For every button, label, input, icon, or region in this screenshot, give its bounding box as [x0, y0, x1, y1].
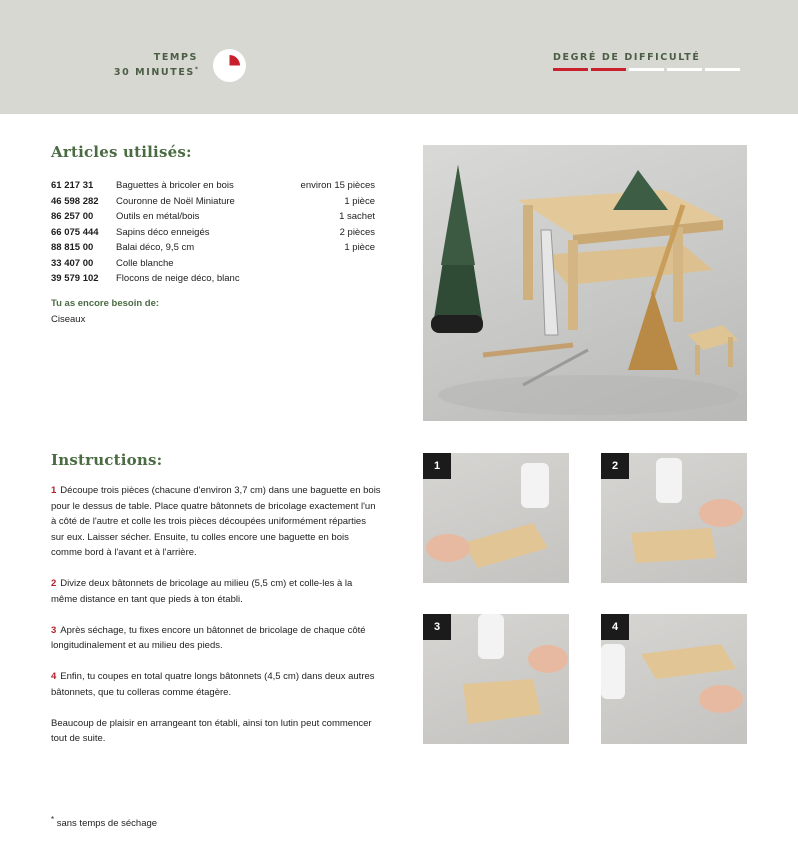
article-row: [51, 225, 375, 241]
article-number: 33 407 00: [51, 257, 94, 269]
step-number: 1: [51, 485, 57, 496]
article-number: 61 217 31: [51, 180, 94, 192]
article-number: 46 598 282: [51, 195, 99, 207]
also-needed-title: Tu as encore besoin de:: [51, 298, 160, 309]
closing-text: Beaucoup de plaisir en arrangeant ton établi, ainsi ton lutin peut commencer tout de suite.: [51, 717, 372, 744]
instruction-step: [51, 669, 381, 700]
instruction-step: [51, 576, 381, 607]
step-text: Divize deux bâtonnets de bricolage au milieu (5,5 cm) et colle-les à la même distance en tant que pieds à ton établi.: [51, 578, 353, 605]
article-row: [51, 209, 375, 225]
step-badge-3: 3: [423, 614, 451, 640]
finished-workbench-photo: [423, 145, 747, 421]
difficulty-bar: [553, 68, 588, 71]
difficulty-bar: [591, 68, 626, 71]
step-text: Enfin, tu coupes en total quatre longs bâtonnets (4,5 cm) dans deux autres bâtonnets, que tu colleras comme étagère.: [51, 671, 375, 698]
workbench-illustration: [423, 145, 747, 421]
step-photo-2: [601, 453, 747, 583]
article-name: Colle blanche: [116, 257, 174, 269]
article-quantity: environ 15 pièces: [300, 180, 375, 192]
step-text: Découpe trois pièces (chacune d'environ 3,7 cm) dans une baguette en bois pour le dessus de table. Place quatre bâtonnets de bricolage exactement l'un à côté de l'autre et colle les trois pièces découpées uniformément réparties sur eux. Laisser sécher. Ensuite, tu colles encore une baguette en bois comme bord à l'avant et à l'arrière.: [51, 485, 381, 558]
article-row: [51, 271, 375, 287]
article-name: Baguettes à bricoler en bois: [116, 180, 234, 192]
also-needed-item: Ciseaux: [51, 314, 86, 325]
article-row: [51, 256, 375, 272]
step-photo-1: [423, 453, 569, 583]
step-badge-1: 1: [423, 453, 451, 479]
step-photo-4: [601, 614, 747, 744]
article-number: 66 075 444: [51, 226, 99, 238]
step-text: Après séchage, tu fixes encore un bâtonnet de bricolage de chaque côté longitudinalement et au milieu des pieds.: [51, 624, 366, 651]
step-photo-3: [423, 614, 569, 744]
article-quantity: 2 pièces: [339, 226, 375, 238]
instructions-title: Instructions:: [51, 451, 163, 469]
article-row: [51, 178, 375, 194]
article-quantity: 1 pièce: [344, 242, 375, 254]
difficulty-bar: [667, 68, 702, 71]
step-badge-4: 4: [601, 614, 629, 640]
clock-icon: [213, 49, 246, 82]
time-info: [100, 52, 198, 79]
instructions-steps: [51, 483, 381, 762]
instruction-step: [51, 623, 381, 654]
article-quantity: 1 sachet: [339, 211, 375, 223]
difficulty-bar: [629, 68, 664, 71]
article-name: Sapins déco enneigés: [116, 226, 210, 238]
article-name: Balai déco, 9,5 cm: [116, 242, 195, 254]
article-quantity: 1 pièce: [344, 195, 375, 207]
time-label: TEMPS: [153, 52, 198, 63]
article-number: 88 815 00: [51, 242, 94, 254]
difficulty-title: DEGRÉ DE DIFFICULTÉ: [553, 52, 701, 63]
footnote: * sans temps de séchage: [51, 815, 158, 830]
step-badge-2: 2: [601, 453, 629, 479]
time-value: 30 MINUTES*: [113, 66, 198, 79]
article-number: 39 579 102: [51, 273, 99, 285]
difficulty-meter: [553, 68, 740, 71]
step-number: 3: [51, 624, 57, 636]
article-row: [51, 240, 375, 256]
step-number: 2: [51, 578, 57, 589]
instruction-step: [51, 483, 381, 561]
articles-title: Articles utilisés:: [51, 143, 192, 161]
article-number: 86 257 00: [51, 211, 94, 223]
article-row: [51, 194, 375, 210]
difficulty-bar: [705, 68, 740, 71]
article-name: Couronne de Noël Miniature: [116, 195, 235, 207]
article-name: Outils en métal/bois: [116, 211, 200, 223]
articles-list: [51, 178, 375, 287]
step-number: 4: [51, 671, 57, 682]
header-band: [0, 0, 798, 114]
article-name: Flocons de neige déco, blanc: [116, 273, 240, 285]
